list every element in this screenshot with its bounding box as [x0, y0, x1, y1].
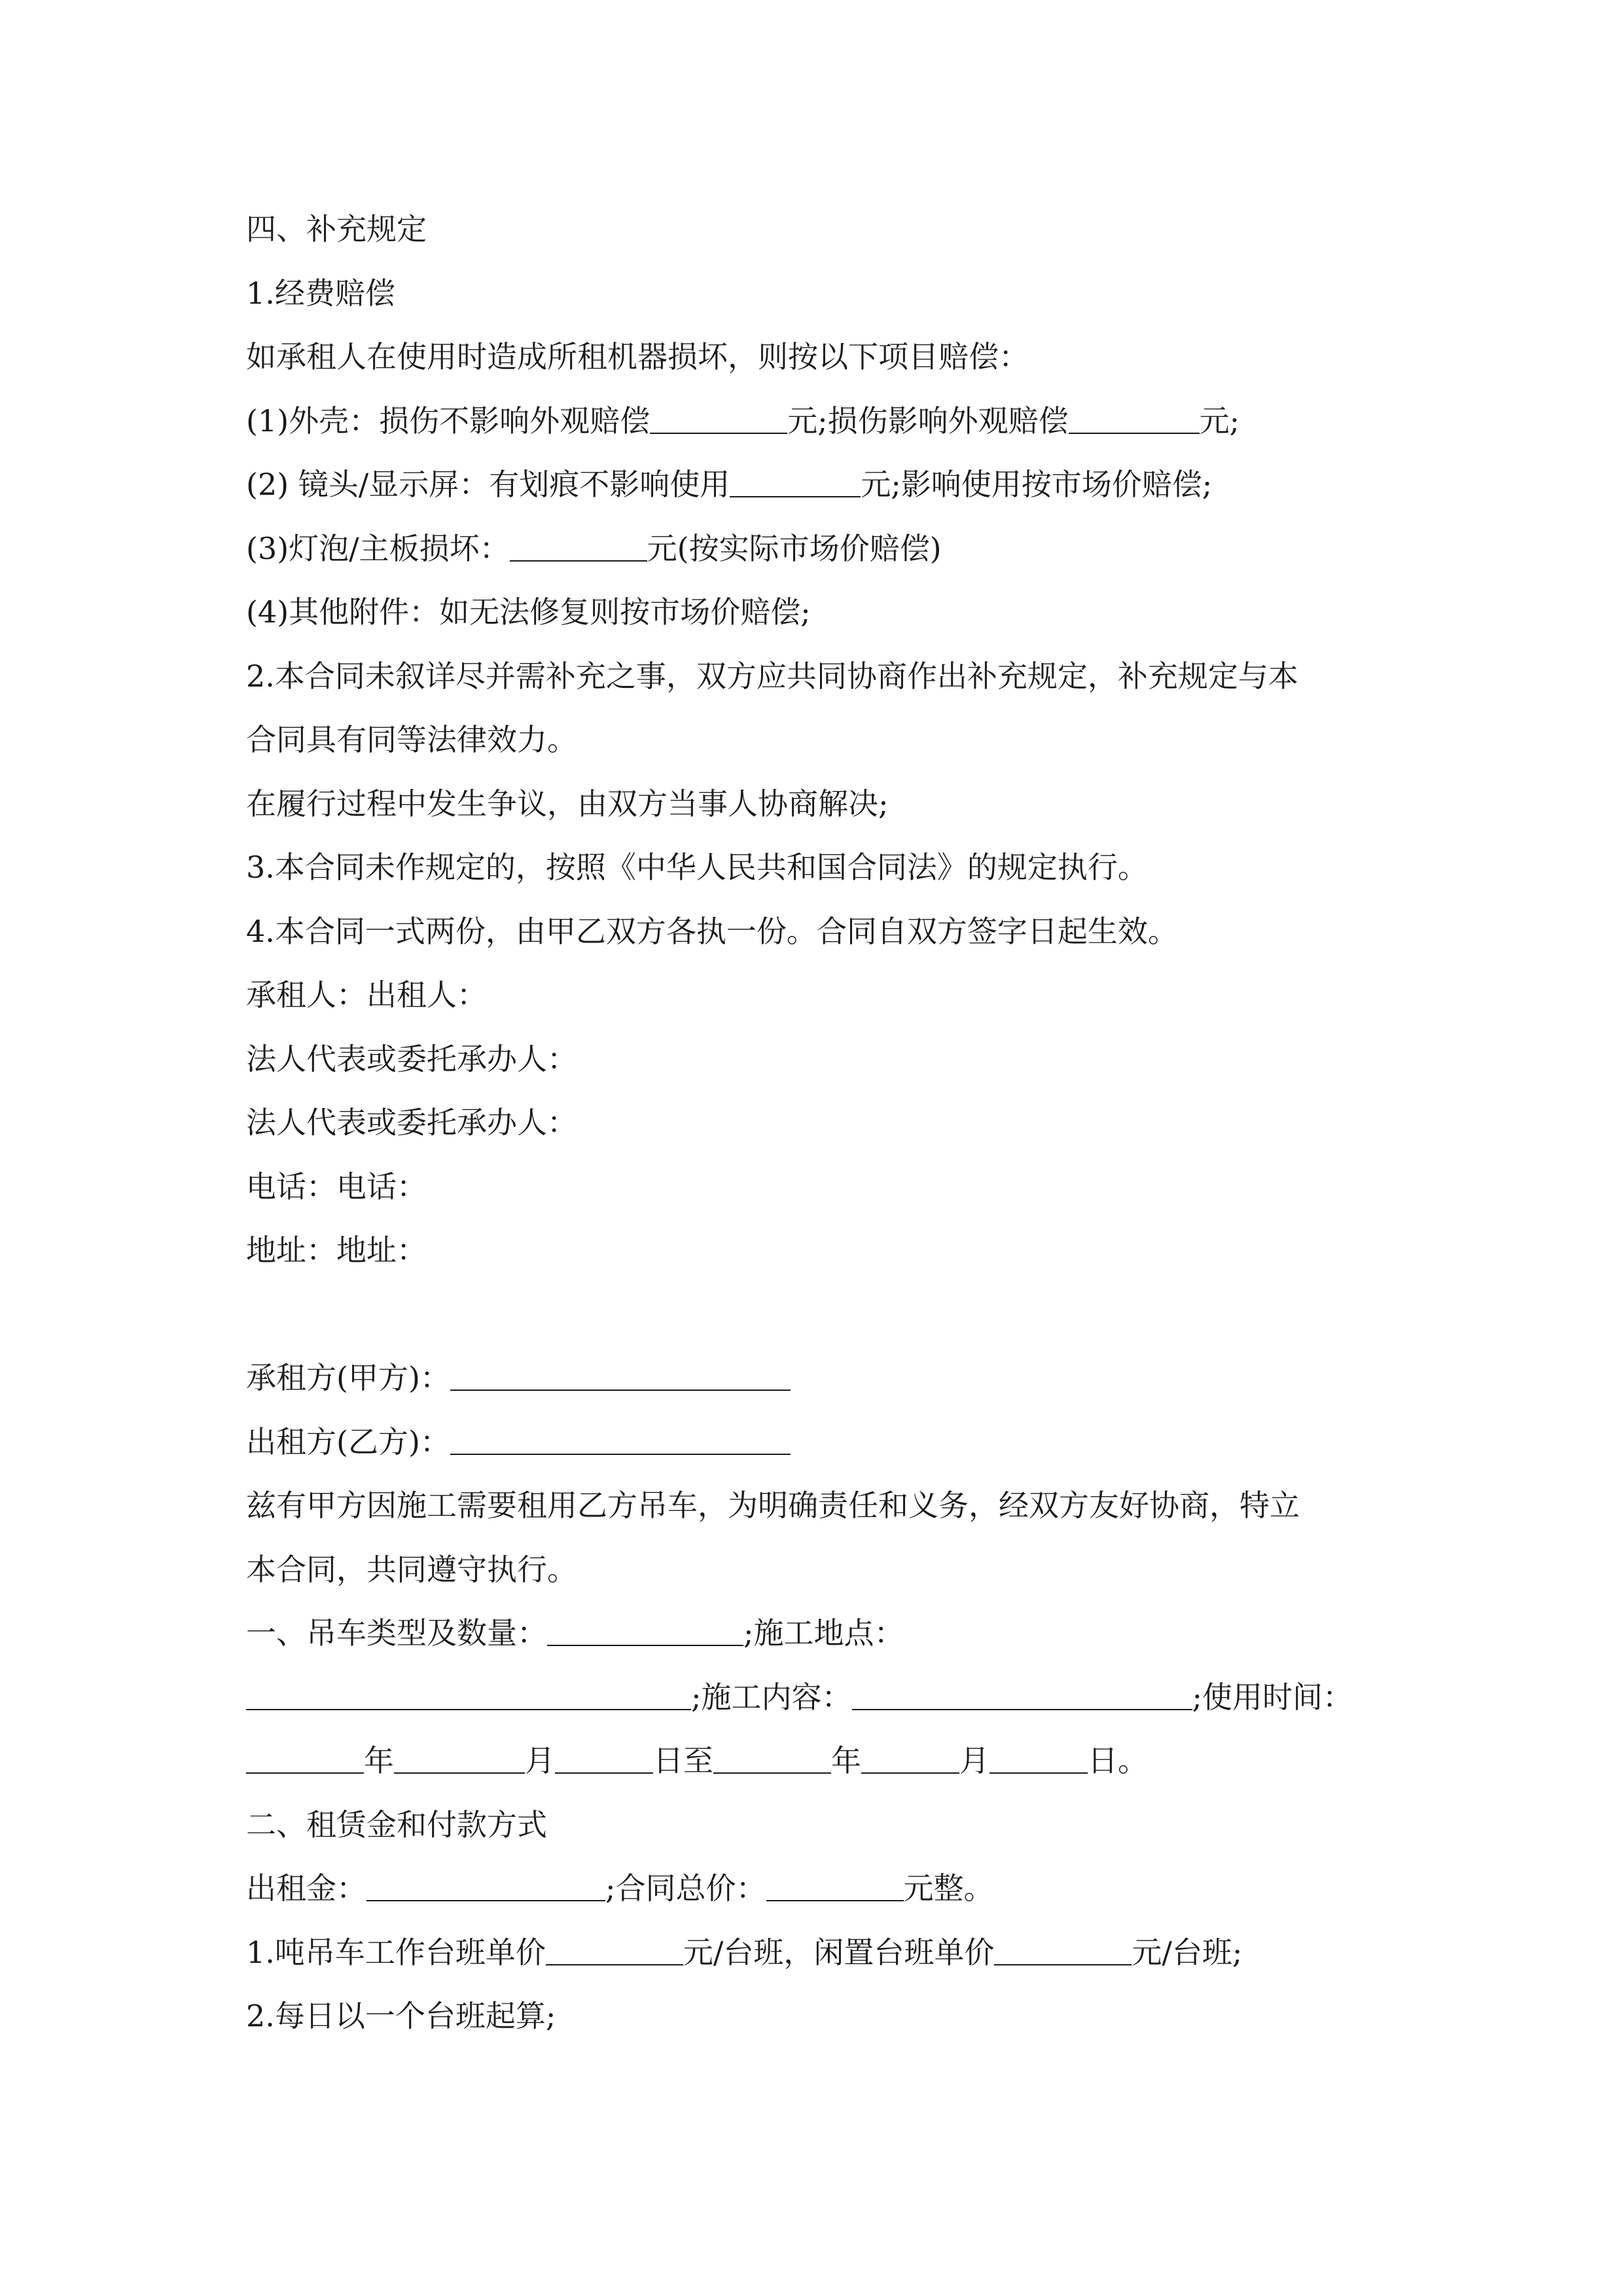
content-label: ;施工内容： — [691, 1679, 852, 1715]
month-label-2: 月 — [959, 1743, 990, 1778]
start-month-blank — [394, 1740, 525, 1774]
compensation-intro: 如承租人在使用时造成所租机器损坏，则按以下项目赔偿： — [246, 339, 1029, 374]
shell-text-a: (1)外壳：损伤不影响外观赔偿 — [246, 403, 651, 439]
total-blank — [766, 1867, 904, 1901]
preamble-line1: 兹有甲方因施工需要租用乙方吊车，为明确责任和义务，经双方友好协商，特立 — [246, 1488, 1300, 1523]
party-b-label: 出租方(乙方)： — [246, 1424, 450, 1460]
party-b-blank — [450, 1421, 791, 1455]
lens-blank — [730, 463, 861, 497]
crane-type-line — [246, 1602, 1398, 1666]
party-a-line — [246, 1346, 1398, 1410]
signature-phone: 电话：电话： — [246, 1168, 427, 1204]
party-a-label: 承租方(甲方)： — [246, 1360, 450, 1395]
item4-clause: 4.本合同一式两份，由甲乙双方各执一份。合同自双方签字日起生效。 — [246, 913, 1178, 949]
preamble-line2: 本合同，共同遵守执行。 — [246, 1551, 577, 1587]
signature-parties: 承租人：出租人： — [246, 977, 487, 1013]
bulb-blank — [510, 528, 647, 562]
spacer — [246, 1283, 1398, 1347]
shell-blank-1 — [650, 400, 787, 434]
compensation-other: (4)其他附件：如无法修复则按市场价赔偿; — [246, 594, 811, 630]
end-month-blank — [861, 1740, 959, 1774]
idle-price-blank — [994, 1931, 1132, 1965]
bulb-text-b: 元(按实际市场价赔偿) — [647, 530, 942, 566]
start-year-blank — [246, 1740, 364, 1774]
compensation-bulb — [246, 517, 1398, 581]
crane-type-blank — [547, 1612, 743, 1646]
item2-line1: 2.本合同未叙详尽并需补充之事，双方应共同协商作出补充规定，补充规定与本 — [246, 658, 1298, 694]
year-label-1: 年 — [364, 1743, 394, 1778]
rent-blank — [366, 1867, 605, 1901]
end-day-blank — [990, 1740, 1088, 1774]
idle-price-label: 元/台班，闲置台班单价 — [683, 1934, 995, 1970]
day-end-label: 日。 — [1088, 1743, 1148, 1778]
shell-text-b: 元;损伤影响外观赔偿 — [787, 403, 1069, 439]
date-range-line — [246, 1729, 1398, 1793]
day-to-label: 日至 — [653, 1743, 713, 1778]
section-heading-supplement: 四、补充规定 — [246, 211, 427, 247]
lens-text-a: (2) 镜头/显示屏：有划痕不影响使用 — [246, 467, 730, 502]
signature-rep-1: 法人代表或委托承办人： — [246, 1041, 577, 1077]
total-suffix: 元整。 — [903, 1871, 994, 1906]
start-day-blank — [555, 1740, 653, 1774]
shell-blank-2 — [1069, 400, 1200, 434]
signature-address: 地址：地址： — [246, 1232, 427, 1268]
compensation-lens — [246, 453, 1398, 517]
usage-time-label: ;使用时间： — [1192, 1679, 1353, 1715]
site-label: ;施工地点： — [743, 1615, 904, 1651]
work-price-label: 1.吨吊车工作台班单价 — [246, 1934, 546, 1970]
daily-shift-line: 2.每日以一个台班起算; — [246, 1998, 556, 2034]
signature-rep-2: 法人代表或委托承办人： — [246, 1105, 577, 1140]
section-heading-rent: 二、租赁金和付款方式 — [246, 1806, 547, 1842]
party-a-blank — [450, 1357, 791, 1391]
party-b-line — [246, 1410, 1398, 1475]
bulb-text-a: (3)灯泡/主板损坏： — [246, 530, 510, 566]
month-label-1: 月 — [525, 1743, 555, 1778]
total-label: ;合同总价： — [605, 1871, 766, 1906]
dispute-clause: 在履行过程中发生争议，由双方当事人协商解决; — [246, 785, 889, 821]
item-compensation-title: 1.经费赔偿 — [246, 275, 395, 311]
year-label-2: 年 — [831, 1743, 861, 1778]
rent-label: 出租金： — [246, 1871, 366, 1906]
site-content-line — [246, 1666, 1398, 1730]
document-body — [246, 198, 1398, 2049]
item2-line2: 合同具有同等法律效力。 — [246, 722, 577, 757]
item3-clause: 3.本合同未作规定的，按照《中华人民共和国合同法》的规定执行。 — [246, 850, 1148, 885]
work-price-blank — [546, 1931, 683, 1965]
end-year-blank — [713, 1740, 831, 1774]
content-blank — [852, 1676, 1192, 1710]
lens-text-b: 元;影响使用按市场价赔偿; — [861, 467, 1213, 502]
shell-text-c: 元; — [1199, 403, 1240, 439]
rent-line — [246, 1857, 1398, 1921]
idle-price-suffix: 元/台班; — [1132, 1934, 1243, 1970]
compensation-shell — [246, 389, 1398, 454]
unit-price-line — [246, 1921, 1398, 1985]
site-blank — [246, 1676, 691, 1710]
crane-type-label: 一、吊车类型及数量： — [246, 1615, 547, 1651]
